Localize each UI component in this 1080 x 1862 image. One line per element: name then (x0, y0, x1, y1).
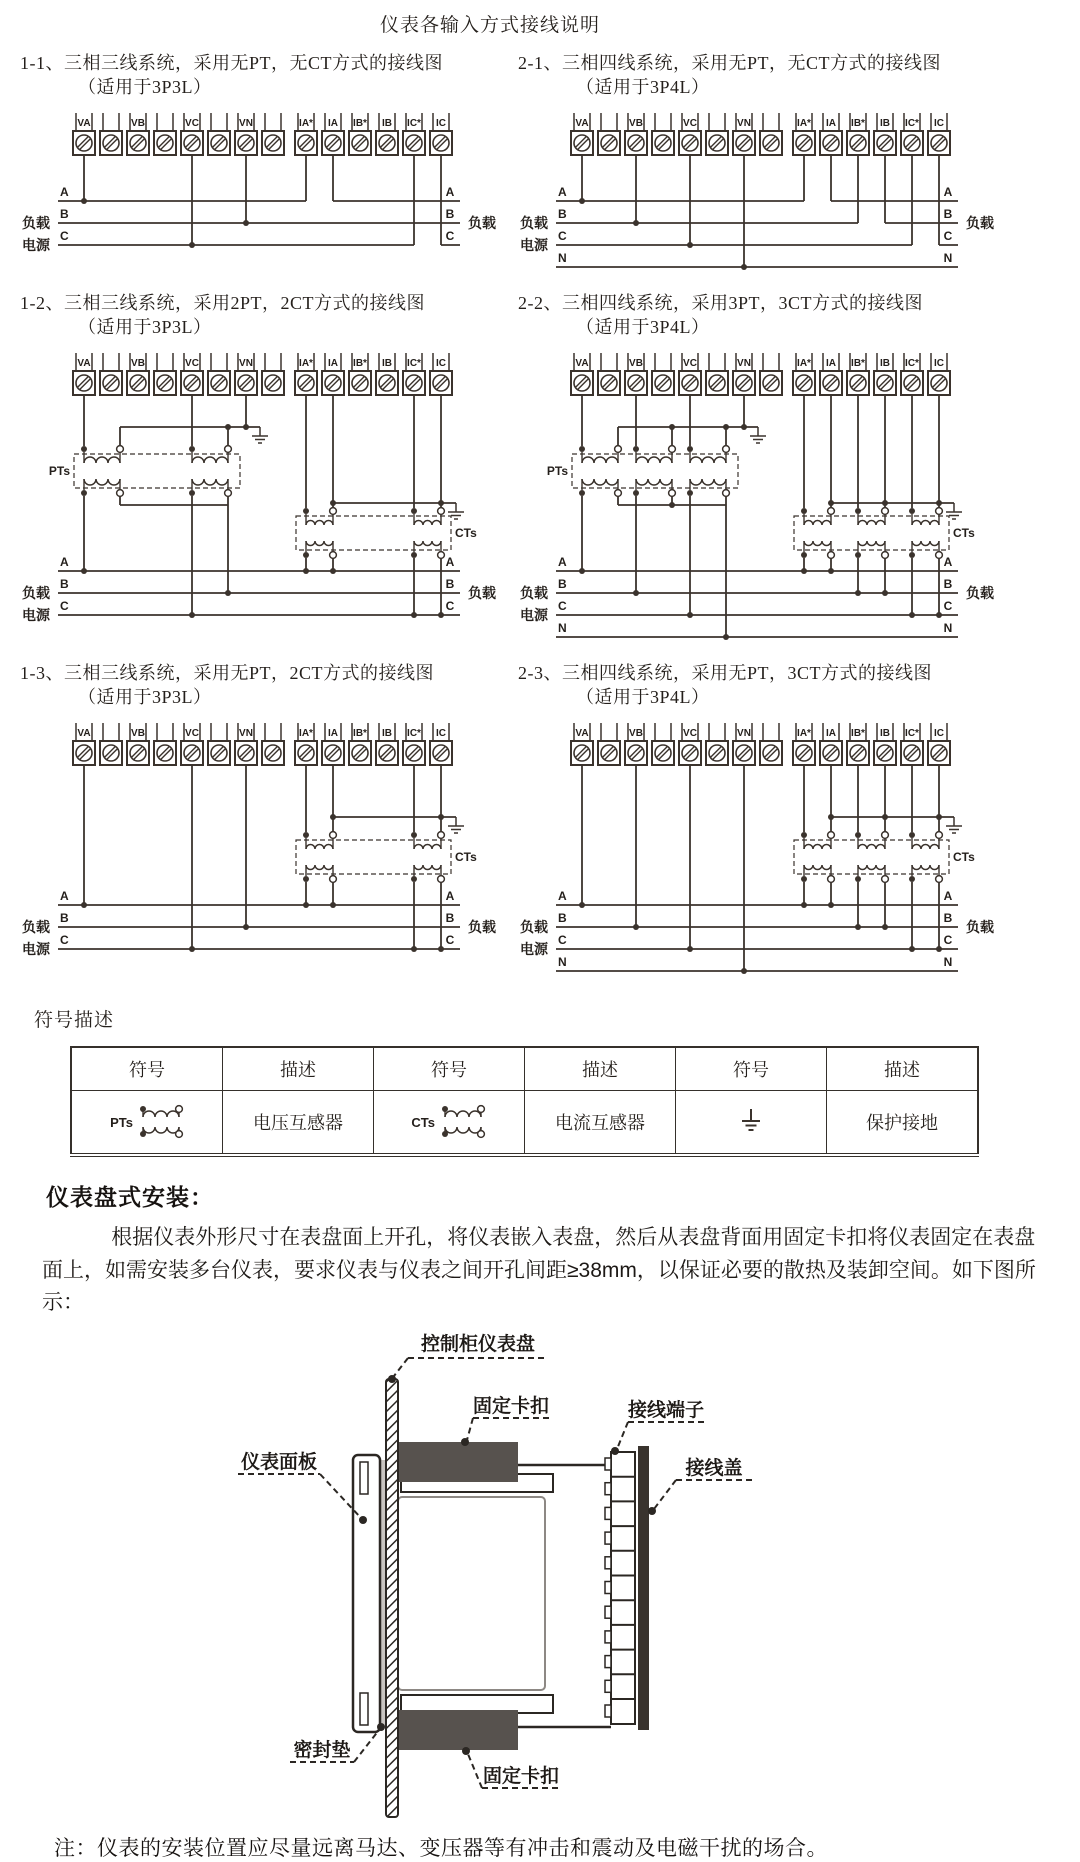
wiring-section-subtitle: （适用于3P4L） (576, 687, 710, 707)
symbol-section-heading: 符号描述 (34, 1010, 115, 1031)
symbol-table-row (71, 1091, 978, 1156)
svg-text:VC: VC (185, 118, 199, 129)
svg-text:B: B (558, 911, 567, 925)
svg-text:IC: IC (436, 358, 446, 369)
svg-text:A: A (943, 185, 953, 199)
fixing-clip-bottom (396, 1710, 518, 1750)
svg-text:负载: 负载 (468, 919, 496, 935)
svg-text:IA: IA (328, 728, 338, 739)
svg-text:IA: IA (826, 728, 836, 739)
svg-text:IB*: IB* (851, 728, 865, 739)
svg-text:VC: VC (683, 358, 697, 369)
ct-symbol (374, 1103, 524, 1141)
svg-text:VC: VC (683, 728, 697, 739)
svg-text:C: C (445, 229, 455, 243)
svg-text:负载: 负载 (468, 215, 496, 231)
symbol-table (70, 1046, 979, 1157)
wiring-section-title: 1-1、三相三线系统，采用无PT，无CT方式的接线图 (20, 53, 443, 73)
svg-text:IB*: IB* (353, 358, 367, 369)
terminal-block (611, 1452, 635, 1724)
wiring-section-1-2 (20, 291, 512, 653)
svg-text:C: C (558, 933, 567, 947)
svg-text:负载: 负载 (966, 585, 994, 601)
svg-text:VC: VC (683, 118, 697, 129)
svg-text:VB: VB (629, 358, 643, 369)
svg-text:A: A (558, 555, 567, 569)
svg-text:VA: VA (575, 118, 589, 129)
svg-text:B: B (60, 577, 69, 591)
svg-text:电源: 电源 (22, 237, 50, 253)
svg-text:VA: VA (575, 358, 589, 369)
meter-front-panel (353, 1455, 380, 1732)
svg-text:N: N (943, 251, 953, 265)
svg-text:IC*: IC* (407, 728, 421, 739)
svg-text:C: C (60, 933, 69, 947)
symbol-col-header: 符号 (374, 1047, 525, 1091)
svg-text:IA*: IA* (299, 728, 313, 739)
desc-col-header: 描述 (827, 1047, 979, 1091)
wiring-section-2-1 (512, 51, 1080, 283)
svg-text:A: A (60, 889, 69, 903)
svg-text:IB*: IB* (353, 728, 367, 739)
svg-text:A: A (445, 185, 455, 199)
wiring-diagram-1-1 (20, 105, 504, 261)
svg-text:IB: IB (382, 728, 392, 739)
wiring-section-title: 1-2、三相三线系统，采用2PT，2CT方式的接线图 (20, 293, 425, 313)
installation-diagram (168, 1322, 788, 1822)
svg-text:C: C (943, 933, 953, 947)
label-terminal-cover: 接线盖 (685, 1457, 743, 1479)
svg-text:B: B (943, 577, 953, 591)
svg-text:C: C (60, 599, 69, 613)
svg-text:IA: IA (826, 118, 836, 129)
svg-text:IA*: IA* (797, 358, 811, 369)
svg-text:负载: 负载 (520, 585, 548, 601)
svg-text:C: C (943, 229, 953, 243)
install-paragraph: 根据仪表外形尺寸在表盘面上开孔，将仪表嵌入表盘，然后从表盘背面用固定卡扣将仪表固定在表盘面上，如需安装多台仪表，要求仪表与仪表之间开孔间距≥38mm，以保证必要的散热及装卸空间。如下图所示： (42, 1226, 1036, 1315)
ground-symbol (676, 1106, 826, 1138)
svg-text:电源: 电源 (22, 941, 50, 957)
svg-text:C: C (445, 933, 455, 947)
svg-text:B: B (943, 207, 953, 221)
svg-text:负载: 负载 (520, 919, 548, 935)
wiring-diagram-1-2 (20, 345, 504, 631)
desc-col-header: 描述 (223, 1047, 374, 1091)
svg-text:IB: IB (382, 358, 392, 369)
svg-text:电源: 电源 (520, 941, 548, 957)
svg-text:IB*: IB* (851, 358, 865, 369)
svg-text:A: A (445, 555, 455, 569)
bottom-note: 注：仪表的安装位置应尽量远离马达、变压器等有冲击和震动及电磁干扰的场合。 (54, 1836, 828, 1860)
svg-text:A: A (445, 889, 455, 903)
svg-text:A: A (60, 185, 69, 199)
label-front-panel: 仪表面板 (240, 1451, 318, 1473)
svg-text:A: A (558, 889, 567, 903)
wiring-section-subtitle: （适用于3P4L） (576, 77, 710, 97)
svg-text:负载: 负载 (520, 215, 548, 231)
wiring-section-2-3 (512, 661, 1080, 987)
svg-text:IA: IA (328, 358, 338, 369)
svg-text:B: B (445, 207, 455, 221)
svg-text:IC*: IC* (905, 358, 919, 369)
svg-text:IC: IC (436, 118, 446, 129)
svg-text:负载: 负载 (22, 919, 50, 935)
pt-symbol (72, 1103, 222, 1141)
svg-text:VB: VB (131, 118, 145, 129)
svg-text:VC: VC (185, 728, 199, 739)
svg-text:VN: VN (239, 728, 253, 739)
svg-text:B: B (60, 207, 69, 221)
label-panel-board: 控制柜仪表盘 (420, 1333, 536, 1355)
wiring-section-title: 2-1、三相四线系统，采用无PT，无CT方式的接线图 (518, 53, 941, 73)
svg-text:CTs: CTs (455, 526, 477, 540)
svg-text:VN: VN (737, 728, 751, 739)
svg-text:B: B (445, 577, 455, 591)
svg-text:B: B (558, 207, 567, 221)
svg-text:负载: 负载 (966, 215, 994, 231)
symbol-col-header: 符号 (71, 1047, 223, 1091)
svg-text:B: B (60, 911, 69, 925)
svg-text:A: A (943, 555, 953, 569)
svg-text:VB: VB (131, 728, 145, 739)
svg-text:PTs: PTs (110, 1115, 133, 1130)
svg-text:VC: VC (185, 358, 199, 369)
svg-text:CTs: CTs (953, 526, 975, 540)
wiring-section-subtitle: （适用于3P4L） (576, 317, 710, 337)
page-title: 仪表各输入方式接线说明 (379, 15, 600, 36)
svg-text:VB: VB (629, 118, 643, 129)
svg-text:电源: 电源 (22, 607, 50, 623)
svg-text:N: N (558, 955, 567, 969)
svg-text:IB: IB (880, 118, 890, 129)
svg-text:C: C (60, 229, 69, 243)
svg-text:IB: IB (880, 358, 890, 369)
svg-text:VN: VN (737, 118, 751, 129)
svg-text:PTs: PTs (48, 464, 70, 478)
ground-description: 保护接地 (827, 1091, 979, 1156)
wiring-section-1-3 (20, 661, 512, 987)
wiring-diagram-2-3 (518, 715, 1002, 987)
svg-text:IA*: IA* (299, 358, 313, 369)
wiring-diagram-2-2 (518, 345, 1002, 653)
label-terminal-block: 接线端子 (627, 1399, 705, 1421)
svg-text:IC: IC (436, 728, 446, 739)
svg-text:电源: 电源 (520, 237, 548, 253)
svg-text:N: N (558, 251, 567, 265)
svg-text:负载: 负载 (468, 585, 496, 601)
svg-text:B: B (445, 911, 455, 925)
svg-text:IA: IA (826, 358, 836, 369)
svg-text:IC*: IC* (407, 118, 421, 129)
svg-text:IC: IC (934, 118, 944, 129)
wiring-diagram-1-3 (20, 715, 504, 965)
svg-text:VB: VB (131, 358, 145, 369)
label-fixing-clip-bottom: 固定卡扣 (482, 1765, 560, 1787)
svg-text:IA: IA (328, 118, 338, 129)
wiring-section-subtitle: （适用于3P3L） (78, 77, 212, 97)
svg-text:C: C (943, 599, 953, 613)
svg-text:VA: VA (77, 118, 91, 129)
installation-diagram-wrap (0, 1322, 1080, 1822)
svg-text:A: A (60, 555, 69, 569)
svg-text:VN: VN (239, 118, 253, 129)
svg-text:A: A (558, 185, 567, 199)
pt-description: 电压互感器 (223, 1091, 374, 1156)
svg-text:VA: VA (77, 358, 91, 369)
svg-text:CTs: CTs (411, 1115, 435, 1130)
svg-text:N: N (943, 621, 953, 635)
svg-text:IB: IB (382, 118, 392, 129)
ct-description: 电流互感器 (525, 1091, 676, 1156)
svg-text:IA*: IA* (797, 118, 811, 129)
svg-text:电源: 电源 (520, 607, 548, 623)
svg-text:IC*: IC* (905, 118, 919, 129)
svg-text:IB: IB (880, 728, 890, 739)
svg-text:负载: 负载 (22, 585, 50, 601)
svg-text:CTs: CTs (455, 850, 477, 864)
svg-text:B: B (943, 911, 953, 925)
svg-text:VB: VB (629, 728, 643, 739)
svg-text:VA: VA (575, 728, 589, 739)
svg-text:B: B (558, 577, 567, 591)
meter-body (398, 1497, 545, 1690)
terminal-cover (638, 1446, 649, 1730)
wiring-section-2-2 (512, 291, 1080, 653)
svg-text:VN: VN (239, 358, 253, 369)
symbol-table-header-row (71, 1047, 978, 1091)
wiring-section-title: 1-3、三相三线系统，采用无PT，2CT方式的接线图 (20, 663, 434, 683)
svg-text:VN: VN (737, 358, 751, 369)
svg-text:IC: IC (934, 358, 944, 369)
wiring-section-title: 2-2、三相四线系统，采用3PT，3CT方式的接线图 (518, 293, 923, 313)
svg-text:C: C (558, 229, 567, 243)
svg-text:A: A (943, 889, 953, 903)
desc-col-header: 描述 (525, 1047, 676, 1091)
svg-text:IB*: IB* (851, 118, 865, 129)
svg-text:C: C (445, 599, 455, 613)
svg-text:IC: IC (934, 728, 944, 739)
wiring-section-title: 2-3、三相四线系统，采用无PT，3CT方式的接线图 (518, 663, 932, 683)
svg-text:C: C (558, 599, 567, 613)
label-seal-gasket: 密封垫 (293, 1739, 351, 1761)
svg-text:负载: 负载 (966, 919, 994, 935)
svg-text:IC*: IC* (905, 728, 919, 739)
label-fixing-clip-top: 固定卡扣 (472, 1395, 550, 1417)
install-section-heading: 仪表盘式安装： (46, 1184, 214, 1210)
svg-text:IC*: IC* (407, 358, 421, 369)
fixing-clip-top (396, 1442, 518, 1482)
symbol-col-header: 符号 (676, 1047, 827, 1091)
svg-text:VA: VA (77, 728, 91, 739)
wiring-section-subtitle: （适用于3P3L） (78, 317, 212, 337)
wiring-diagram-2-1 (518, 105, 1002, 283)
svg-text:IB*: IB* (353, 118, 367, 129)
svg-text:CTs: CTs (953, 850, 975, 864)
wiring-diagrams-grid (0, 51, 1080, 995)
wiring-section-1-1 (20, 51, 512, 283)
svg-text:N: N (558, 621, 567, 635)
svg-text:负载: 负载 (22, 215, 50, 231)
wiring-section-subtitle: （适用于3P3L） (78, 687, 212, 707)
svg-text:N: N (943, 955, 953, 969)
svg-text:IA*: IA* (797, 728, 811, 739)
svg-text:PTs: PTs (546, 464, 568, 478)
panel-board (386, 1379, 398, 1817)
svg-text:IA*: IA* (299, 118, 313, 129)
